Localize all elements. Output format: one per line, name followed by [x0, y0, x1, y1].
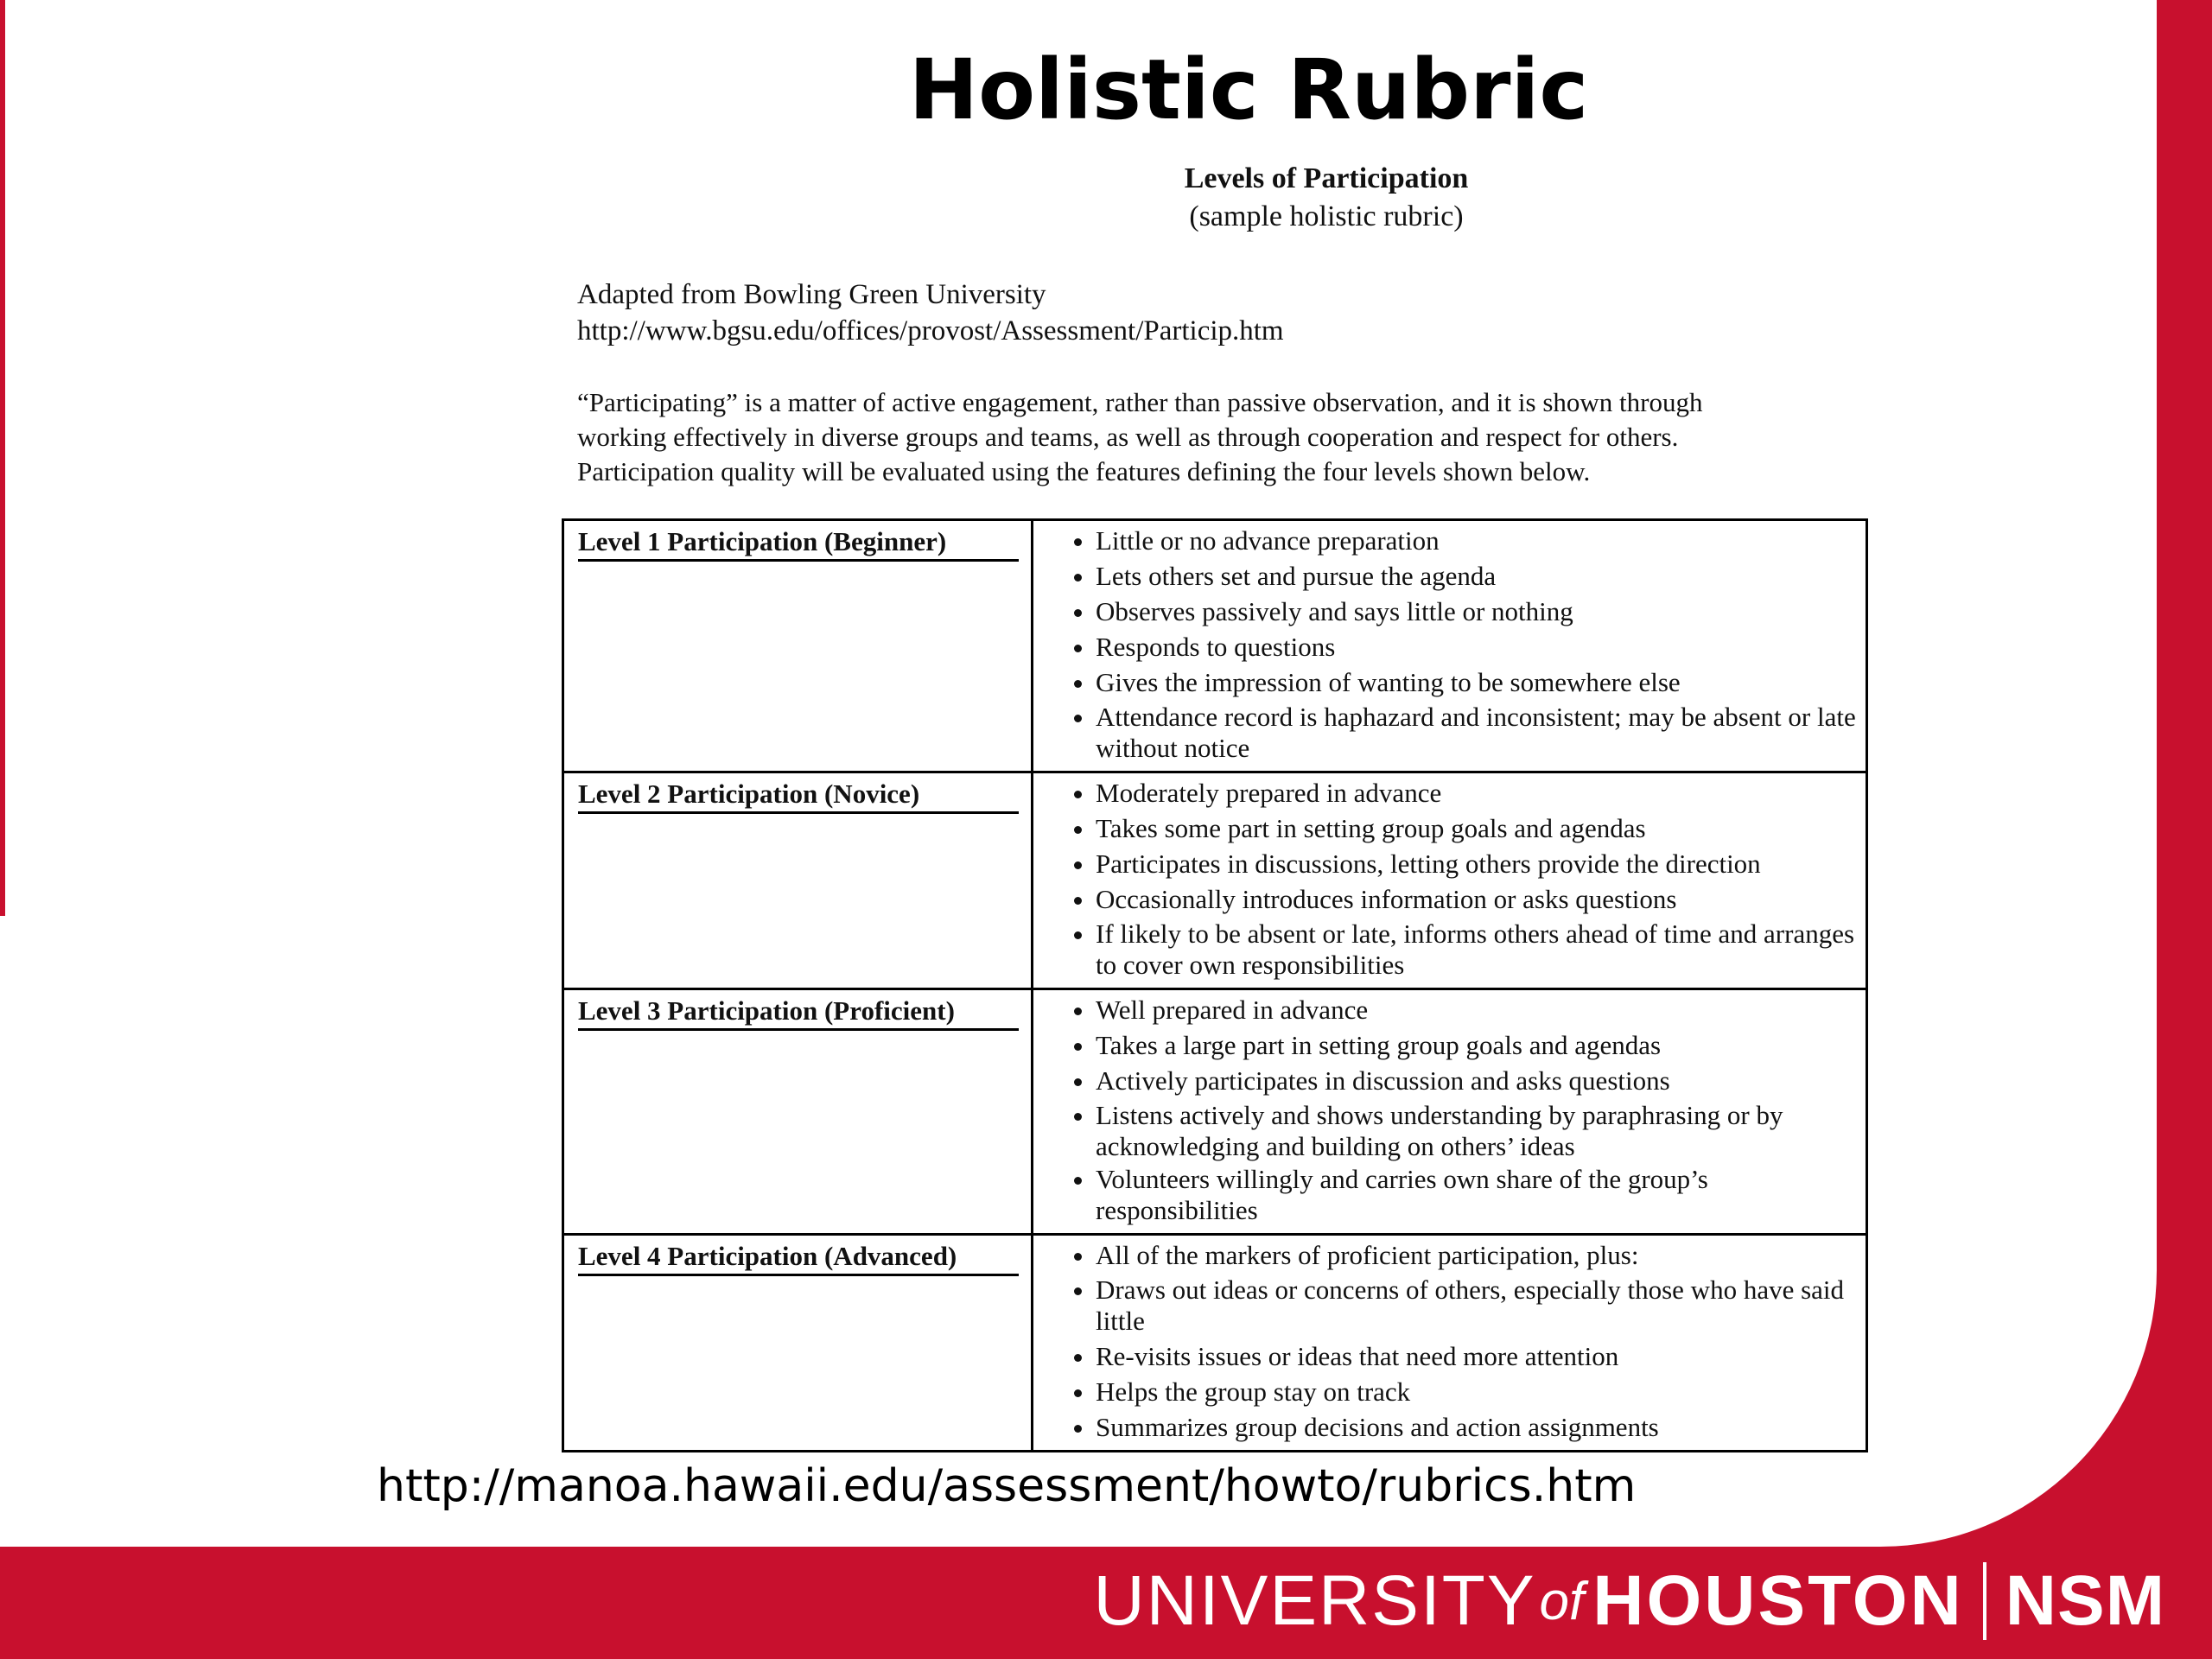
slide-title: Holistic Rubric [908, 41, 1589, 138]
criteria-item: • Well prepared in advance [1096, 992, 1866, 1027]
adapted-from-url: http://www.bgsu.edu/offices/provost/Assessment/Particip.htm [577, 315, 1284, 346]
logo-divider [1983, 1562, 1986, 1640]
level-label: Level 3 Participation (Proficient) [578, 994, 1019, 1031]
criteria-item: • Little or no advance preparation [1096, 523, 1866, 558]
level-label: Level 1 Participation (Beginner) [578, 524, 1019, 562]
criteria-item: • Takes a large part in setting group goals and agendas [1096, 1027, 1866, 1063]
criteria-list [1033, 521, 1866, 771]
intro-line: Participation quality will be evaluated using the features defining the four levels shown below. [577, 456, 1591, 486]
criteria-item: • Lets others set and pursue the agenda [1096, 558, 1866, 594]
level-cell [563, 520, 1033, 772]
criteria-item: • Responds to questions [1096, 629, 1866, 664]
criteria-item: • All of the markers of proficient participation, plus: [1096, 1237, 1866, 1273]
criteria-item: • Participates in discussions, letting others provide the direction [1096, 846, 1866, 881]
rubric-row-level-1 [563, 520, 1867, 772]
logo-houston: HOUSTON [1592, 1561, 1964, 1640]
university-logo [1093, 1562, 2165, 1640]
level-label: Level 4 Participation (Advanced) [578, 1239, 1019, 1276]
document-subheading: (sample holistic rubric) [1189, 200, 1464, 232]
criteria-cell [1033, 772, 1867, 989]
logo-university: UNIVERSITY [1093, 1561, 1536, 1640]
adapted-from-block [577, 276, 1284, 349]
criteria-item: • Observes passively and says little or nothing [1096, 594, 1866, 629]
source-url: http://manoa.hawaii.edu/assessment/howto/rubrics.htm [377, 1460, 1637, 1512]
criteria-cell [1033, 989, 1867, 1235]
intro-line: working effectively in diverse groups and teams, as well as through cooperation and respect for others. [577, 422, 1679, 452]
criteria-cell [1033, 520, 1867, 772]
rubric-row-level-4 [563, 1235, 1867, 1452]
level-cell [563, 989, 1033, 1235]
criteria-item: • Volunteers willingly and carries own share of the group’s responsibilities [1096, 1164, 1866, 1226]
criteria-item: • Actively participates in discussion and asks questions [1096, 1063, 1866, 1098]
adapted-from-text: Adapted from Bowling Green University [577, 279, 1046, 310]
document-heading: Levels of Participation [1184, 162, 1469, 194]
intro-line: “Participating” is a matter of active engagement, rather than passive observation, and it is shown through [577, 387, 1703, 417]
criteria-item: • Gives the impression of wanting to be somewhere else [1096, 664, 1866, 700]
intro-paragraph [577, 385, 1856, 489]
criteria-item: • Listens actively and shows understanding by paraphrasing or by acknowledging and building on others’ ideas [1096, 1100, 1866, 1162]
criteria-item: • Helps the group stay on track [1096, 1374, 1866, 1409]
criteria-item: • Summarizes group decisions and action assignments [1096, 1409, 1866, 1445]
rubric-row-level-2 [563, 772, 1867, 989]
criteria-list [1033, 773, 1866, 988]
logo-college: NSM [2005, 1561, 2165, 1640]
criteria-item: • Occasionally introduces information or asks questions [1096, 881, 1866, 917]
criteria-item: • Takes some part in setting group goals and agendas [1096, 810, 1866, 846]
criteria-cell [1033, 1235, 1867, 1452]
level-label: Level 2 Participation (Novice) [578, 777, 1019, 814]
criteria-item: • Moderately prepared in advance [1096, 775, 1866, 810]
level-cell [563, 772, 1033, 989]
criteria-item: • Re-visits issues or ideas that need more attention [1096, 1338, 1866, 1374]
rubric-row-level-3 [563, 989, 1867, 1235]
criteria-list [1033, 990, 1866, 1233]
criteria-list [1033, 1236, 1866, 1450]
criteria-item: • Draws out ideas or concerns of others, especially those who have said little [1096, 1274, 1866, 1337]
logo-of: of [1539, 1571, 1585, 1631]
rubric-table [562, 518, 1868, 1452]
level-cell [563, 1235, 1033, 1452]
criteria-item: • Attendance record is haphazard and inconsistent; may be absent or late without notice [1096, 702, 1866, 764]
criteria-item: • If likely to be absent or late, informs others ahead of time and arranges to cover own responsibilities [1096, 918, 1866, 981]
